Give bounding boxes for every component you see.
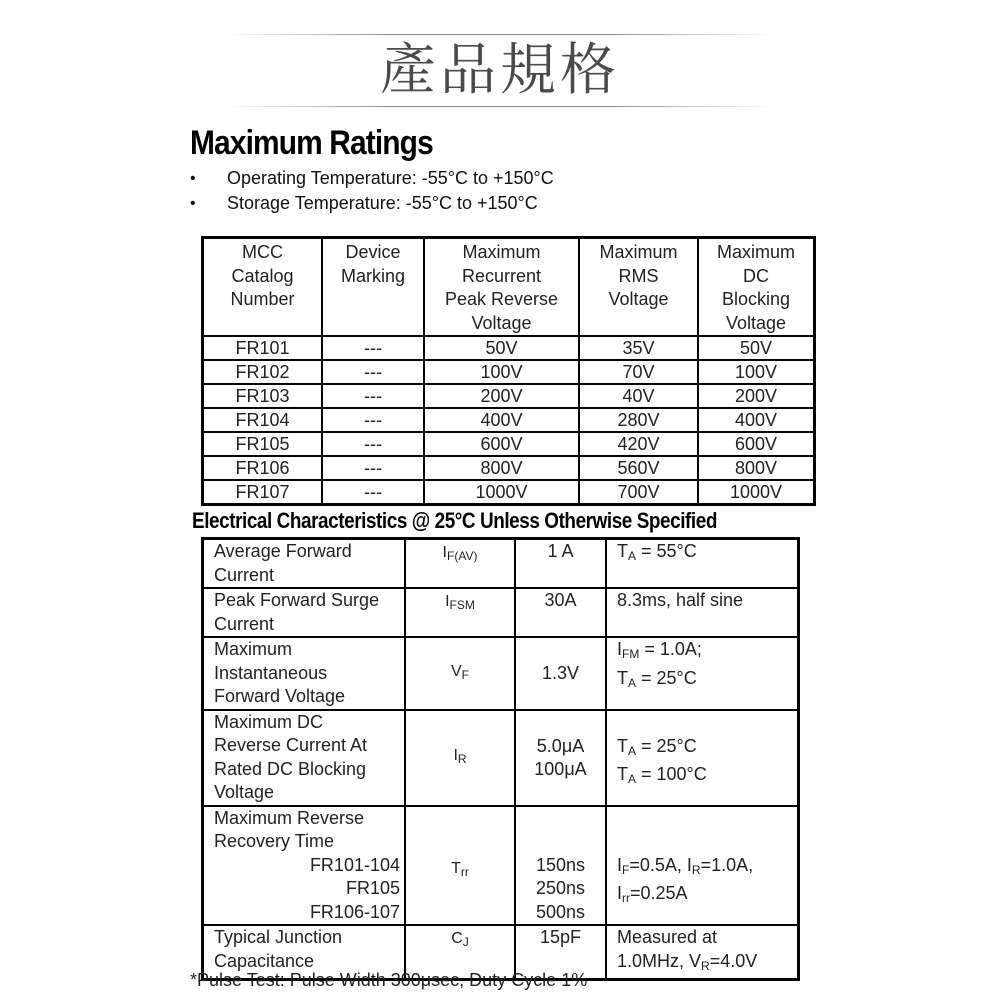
- condition-cell: $T_A = 25^\circ C$ $T_A = 100^\circ C$: [606, 710, 799, 806]
- symbol-cell: $C_J$: [405, 925, 515, 980]
- symbol-cell: $I_R$: [405, 710, 515, 806]
- maximum-ratings-table: [201, 236, 816, 506]
- temperature-bullets: [190, 166, 554, 216]
- param-cell: Maximum Reverse Recovery Time FR101-104 FR105 FR106-107: [203, 806, 406, 926]
- header-rms-voltage: Maximum RMS Voltage: [579, 238, 698, 337]
- header-dc-blocking-voltage: Maximum DC Blocking Voltage: [698, 238, 815, 337]
- param-cell: Peak Forward Surge Current: [203, 588, 406, 637]
- condition-cell: $I_{FM} = 1.0A$; $T_A = 25^\circ C$: [606, 637, 799, 710]
- header-device-marking: Device Marking: [322, 238, 424, 337]
- condition-cell: $I_F=0.5A$, $I_R=1.0A$, $I_{rr}=0.25A$: [606, 806, 799, 926]
- table-row: FR106 --- 800V 560V 800V: [203, 456, 815, 480]
- value-cell: 30A: [515, 588, 606, 637]
- symbol-cell: $I_{FSM}$: [405, 588, 515, 637]
- top-divider: [230, 34, 770, 35]
- table-row: FR107 --- 1000V 700V 1000V: [203, 480, 815, 505]
- bullet-item: • Operating Temperature: -55°C to +150°C: [190, 166, 554, 191]
- electrical-characteristics-heading: Electrical Characteristics @ 25°C Unless Otherwise Specified: [192, 508, 717, 533]
- condition-cell: 8.3ms, half sine: [606, 588, 799, 637]
- bullet-icon: •: [190, 170, 196, 187]
- param-cell: Maximum Instantaneous Forward Voltage: [203, 637, 406, 710]
- condition-cell: $T_A = 55^\circ C$: [606, 539, 799, 589]
- table-header-row: [203, 238, 815, 337]
- symbol-cell: $T_{rr}$: [405, 806, 515, 926]
- table-row: [203, 710, 799, 806]
- value-cell: 150ns 250ns 500ns: [515, 806, 606, 926]
- table-row: [203, 806, 799, 926]
- header-peak-reverse-voltage: Maximum Recurrent Peak Reverse Voltage: [424, 238, 579, 337]
- table-row: [203, 539, 799, 589]
- table-row: FR103 --- 200V 40V 200V: [203, 384, 815, 408]
- table-row: FR102 --- 100V 70V 100V: [203, 360, 815, 384]
- symbol-cell: $I_{F(AV)}$: [405, 539, 515, 589]
- param-cell: Typical Junction Capacitance: [203, 925, 406, 980]
- table-row: FR101 --- 50V 35V 50V: [203, 336, 815, 360]
- bullet-icon: •: [190, 195, 196, 212]
- table-row: FR104 --- 400V 280V 400V: [203, 408, 815, 432]
- pulse-test-footnote: *Pulse Test: Pulse Width 300μsec, Duty Cycle 1%: [190, 970, 588, 990]
- table-row: [203, 637, 799, 710]
- value-cell: 1.3V: [515, 637, 606, 710]
- title-divider: [230, 106, 770, 107]
- table-row: FR105 --- 600V 420V 600V: [203, 432, 815, 456]
- header-catalog-number: MCC Catalog Number: [203, 238, 323, 337]
- value-cell: 5.0μA 100μA: [515, 710, 606, 806]
- bullet-item: • Storage Temperature: -55°C to +150°C: [190, 191, 554, 216]
- value-cell: 15pF: [515, 925, 606, 980]
- page-title: 產品規格: [380, 38, 620, 103]
- param-cell: Maximum DC Reverse Current At Rated DC Blocking Voltage: [203, 710, 406, 806]
- maximum-ratings-heading: Maximum Ratings: [190, 124, 433, 162]
- param-cell: Average Forward Current: [203, 539, 406, 589]
- table-row: [203, 588, 799, 637]
- symbol-cell: $V_F$: [405, 637, 515, 710]
- condition-cell: Measured at 1.0MHz, $V_R=4.0V$: [606, 925, 799, 980]
- electrical-characteristics-table: [201, 537, 800, 981]
- value-cell: 1 A: [515, 539, 606, 589]
